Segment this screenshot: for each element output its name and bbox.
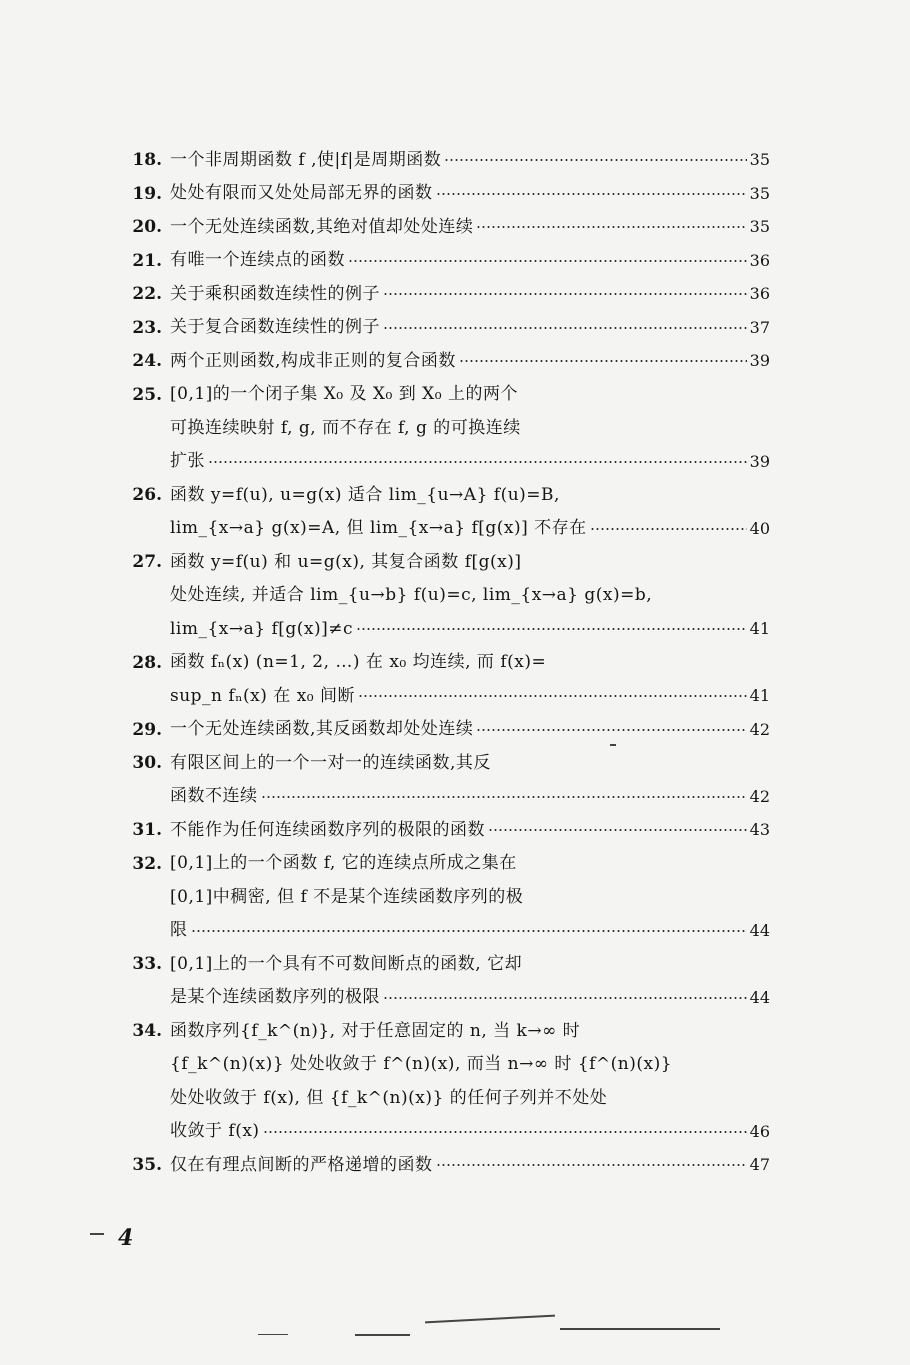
entry-number: 21.	[132, 250, 162, 271]
entry-title: lim_{x→a} g(x)=A, 但 lim_{x→a} f[g(x)] 不存在	[170, 518, 587, 538]
entry-title: 有唯一个连续点的函数	[170, 250, 345, 270]
toc-entry-line[interactable]	[170, 445, 770, 479]
entry-number: 32.	[132, 853, 162, 874]
dot-leader	[459, 360, 747, 362]
page-ref: 42	[749, 786, 770, 806]
toc-entry-line[interactable]	[170, 612, 770, 646]
page-ref: 35	[749, 183, 770, 203]
toc-entry-line[interactable]	[170, 478, 560, 512]
page-ref: 42	[749, 719, 770, 739]
dot-leader	[436, 193, 747, 195]
page-ref: 41	[749, 686, 770, 705]
dot-leader	[208, 461, 747, 463]
entry-number: 27.	[132, 552, 162, 572]
toc-entry-line[interactable]	[170, 813, 770, 847]
entry-title: 一个无处连续函数,其反函数却处处连续	[170, 719, 474, 739]
dot-leader	[488, 829, 747, 831]
entry-number: 34.	[132, 1021, 162, 1041]
toc-entry-line[interactable]	[170, 411, 521, 445]
entry-title: 两个正则函数,构成非正则的复合函数	[170, 350, 456, 371]
entry-title: 关于乘积函数连续性的例子	[170, 283, 380, 304]
entry-number: 28.	[132, 652, 162, 673]
entry-number: 19.	[132, 183, 162, 204]
dot-leader	[444, 159, 746, 161]
dot-leader	[348, 260, 747, 262]
entry-title: [0,1]上的一个函数 f, 它的连续点所成之集在	[170, 853, 517, 873]
entry-number: 30.	[132, 753, 162, 773]
entry-title: 可换连续映射 f, g, 而不存在 f, g 的可换连续	[170, 417, 521, 438]
entry-title: 不能作为任何连续函数序列的极限的函数	[170, 819, 485, 840]
page-ref: 44	[749, 920, 770, 940]
toc-entry-line[interactable]	[170, 1048, 672, 1082]
entry-title: 函数序列{f_k^(n)}, 对于任意固定的 n, 当 k→∞ 时	[170, 1020, 581, 1041]
scan-mark	[425, 1315, 555, 1324]
toc-entry-line[interactable]	[170, 1148, 770, 1182]
scan-mark	[90, 1233, 104, 1235]
page-ref: 37	[749, 317, 770, 337]
entry-title: 关于复合函数连续性的例子	[170, 317, 380, 337]
entry-title: 函数 y=f(u) 和 u=g(x), 其复合函数 f[g(x)]	[170, 551, 522, 572]
entry-title: 扩张	[170, 451, 205, 471]
toc-entry-line[interactable]	[170, 780, 770, 814]
entry-number: 23.	[132, 317, 162, 338]
entry-title: 函数不连续	[170, 786, 258, 806]
toc-entry-line[interactable]	[170, 177, 770, 211]
entry-number: 31.	[132, 820, 162, 840]
page-ref: 47	[749, 1155, 770, 1174]
toc-entry-line[interactable]	[170, 947, 522, 981]
page-ref: 36	[749, 250, 770, 270]
dot-leader	[436, 1164, 747, 1166]
scan-mark	[355, 1334, 410, 1336]
entry-number: 24.	[132, 351, 162, 371]
dot-leader	[383, 293, 747, 295]
toc-entry-line[interactable]	[170, 579, 652, 613]
toc-entry-line[interactable]	[170, 545, 522, 579]
toc-entry-line[interactable]	[170, 311, 770, 345]
scan-mark	[560, 1328, 720, 1330]
toc-entry-line[interactable]	[170, 1081, 607, 1115]
toc-entry-line[interactable]	[170, 143, 770, 177]
entry-title: 是某个连续函数序列的极限	[170, 987, 380, 1007]
entry-title: 处处有限而又处处局部无界的函数	[170, 183, 433, 203]
scan-mark	[258, 1334, 288, 1335]
page-ref: 43	[749, 820, 770, 839]
dot-leader	[261, 796, 747, 798]
page-ref: 39	[749, 451, 770, 471]
page-ref: 44	[749, 987, 770, 1007]
toc-entry-line[interactable]	[170, 512, 770, 546]
toc-entry-line[interactable]	[170, 244, 770, 278]
entry-title: [0,1]上的一个具有不可数间断点的函数, 它却	[170, 953, 523, 974]
page-ref: 40	[749, 518, 770, 538]
entry-title: 处处收敛于 f(x), 但 {f_k^(n)(x)} 的任何子列并不处处	[170, 1087, 608, 1108]
dot-leader	[263, 1131, 747, 1133]
toc-entry-line[interactable]	[170, 277, 770, 311]
entry-title: 处处连续, 并适合 lim_{u→b} f(u)=c, lim_{x→a} g(x)=b,	[170, 585, 653, 605]
entry-title: 有限区间上的一个一对一的连续函数,其反	[170, 752, 491, 773]
page-ref: 39	[749, 351, 770, 370]
page-ref: 46	[749, 1121, 770, 1141]
page-ref: 41	[749, 619, 770, 638]
toc-entry-line[interactable]	[170, 210, 770, 244]
entry-title: lim_{x→a} f[g(x)]≠c	[170, 618, 354, 639]
scan-mark	[610, 744, 616, 746]
page-ref: 35	[749, 217, 770, 236]
entry-number: 35.	[132, 1155, 162, 1175]
entry-number: 33.	[132, 954, 162, 974]
dot-leader	[476, 226, 746, 228]
dot-leader	[358, 695, 747, 697]
entry-title: [0,1]中稠密, 但 f 不是某个连续函数序列的极	[170, 886, 524, 907]
entry-title: 限	[170, 920, 188, 940]
toc-entry-line[interactable]	[170, 713, 770, 747]
toc-entry-line[interactable]	[170, 1014, 580, 1048]
entry-number: 25.	[132, 384, 162, 405]
page-ref: 35	[749, 150, 770, 169]
toc-entry-line[interactable]	[170, 847, 517, 881]
toc-entry-line[interactable]	[170, 914, 770, 948]
dot-leader	[383, 997, 747, 999]
toc-entry-line[interactable]	[170, 646, 546, 680]
page-number: 4	[118, 1225, 134, 1251]
toc-entry-line[interactable]	[170, 746, 491, 780]
entry-number: 29.	[132, 719, 162, 740]
toc-entry-line[interactable]	[170, 1115, 770, 1149]
entry-number: 18.	[132, 150, 162, 170]
entry-title: [0,1]的一个闭子集 X₀ 及 X₀ 到 X₀ 上的两个	[170, 384, 518, 404]
dot-leader	[476, 729, 746, 731]
entry-title: 一个无处连续函数,其绝对值却处处连续	[170, 216, 474, 237]
toc-entry-line[interactable]	[170, 880, 523, 914]
entry-number: 22.	[132, 284, 162, 304]
entry-title: 函数 y=f(u), u=g(x) 适合 lim_{u→A} f(u)=B,	[170, 484, 560, 505]
entry-title: 收敛于 f(x)	[170, 1121, 260, 1141]
dot-leader	[383, 327, 747, 329]
entry-title: {f_k^(n)(x)} 处处收敛于 f^(n)(x), 而当 n→∞ 时 {f^(n)(x)}	[170, 1054, 673, 1074]
toc-entry-line[interactable]	[170, 378, 518, 412]
toc-entry-line[interactable]	[170, 981, 770, 1015]
dot-leader	[191, 930, 747, 932]
entry-title: 函数 fₙ(x) (n=1, 2, …) 在 x₀ 均连续, 而 f(x)=	[170, 652, 547, 672]
page-ref: 36	[749, 284, 770, 303]
dot-leader	[590, 528, 747, 530]
entry-title: 一个非周期函数 f ,使|f|是周期函数	[170, 149, 442, 170]
entry-number: 20.	[132, 217, 162, 237]
entry-title: sup_n fₙ(x) 在 x₀ 间断	[170, 685, 356, 706]
toc-entry-line[interactable]	[170, 344, 770, 378]
entry-title: 仅在有理点间断的严格递增的函数	[170, 1154, 433, 1175]
entry-number: 26.	[132, 485, 162, 505]
dot-leader	[356, 628, 747, 630]
toc-entry-line[interactable]	[170, 679, 770, 713]
